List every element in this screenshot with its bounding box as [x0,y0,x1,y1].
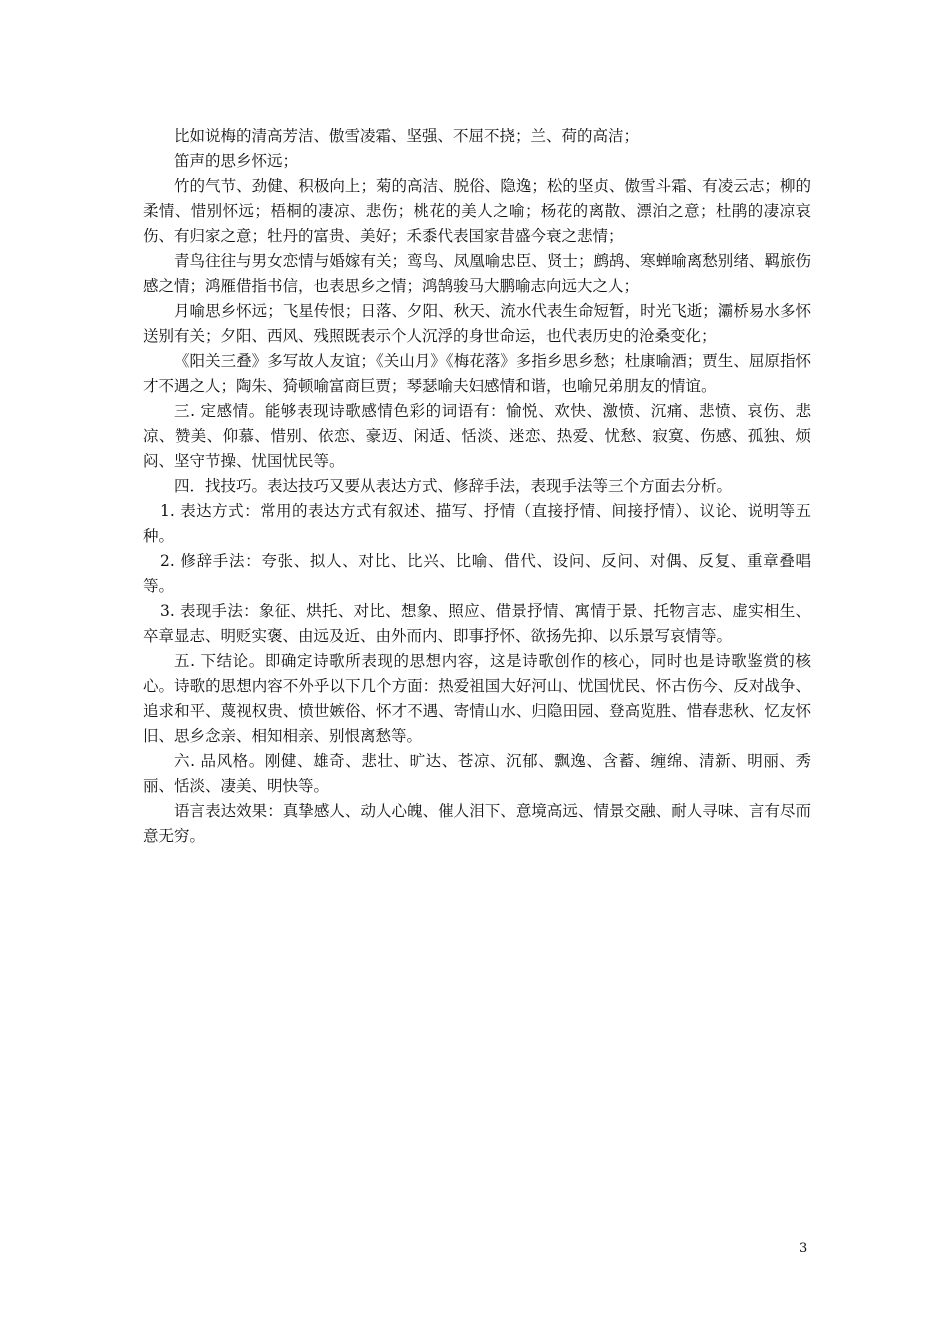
paragraph-moon-sunset: 月喻思乡怀远；飞星传恨；日落、夕阳、秋天、流水代表生命短暂，时光飞逝；灞桥易水多怀送别有关；夕阳、西风、残照既表示个人沉浮的身世命运，也代表历史的沧桑变化； [143,302,811,345]
paragraph-style: 六. 品风格。刚健、雄奇、悲壮、旷达、苍凉、沉郁、飘逸、含蓄、缠绵、清新、明丽、秀丽、恬淡、凄美、明快等。 [143,752,811,795]
paragraph-birds: 青鸟往往与男女恋情与婚嫁有关；鸾鸟、凤凰喻忠臣、贤士；鹧鸪、寒蝉喻离愁别绪、羁旅伤感之情；鸿雁借指书信，也表思乡之情；鸿鹄骏马大鹏喻志向远大之人； [143,252,811,295]
paragraph-techniques: 四．找技巧。表达技巧又要从表达方式、修辞手法，表现手法等三个方面去分析。 [174,477,733,495]
paragraph-flute: 笛声的思乡怀远； [174,152,299,170]
paragraph-language-effect: 语言表达效果：真挚感人、动人心魄、催人泪下、意境高远、情景交融、耐人寻味、言有尽而意无穷。 [143,802,811,845]
paragraph-emotions: 三. 定感情。能够表现诗歌感情色彩的词语有：愉悦、欢快、激愤、沉痛、悲愤、哀伤、悲凉、赞美、仰慕、惜别、依恋、豪迈、闲适、恬淡、迷恋、热爱、忧愁、寂寞、伤感、孤独、烦闷、坚守节操、忧国忧民等。 [143,402,811,470]
document-body [143,124,811,849]
paragraph-plum-orchid: 比如说梅的清高芳洁、傲雪凌霜、坚强、不屈不挠；兰、荷的高洁； [174,127,640,145]
paragraph-allusions: 《阳关三叠》多写故人友谊；《关山月》《梅花落》多指乡思乡愁；杜康喻酒；贾生、屈原指怀才不遇之人；陶朱、猗顿喻富商巨贾；琴瑟喻夫妇感情和谐，也喻兄弟朋友的情谊。 [143,352,811,395]
page-number: 3 [799,1241,808,1256]
list-item-rhetoric: 2. 修辞手法：夸张、拟人、对比、比兴、比喻、借代、设问、反问、对偶、反复、重章叠唱等。 [143,552,811,595]
list-item-presentation: 3. 表现手法：象征、烘托、对比、想象、照应、借景抒情、寓情于景、托物言志、虚实相生、卒章显志、明贬实褒、由远及近、由外而内、即事抒怀、欲扬先抑、以乐景写哀情等。 [143,602,811,645]
paragraph-plants: 竹的气节、劲健、积极向上；菊的高洁、脱俗、隐逸；松的坚贞、傲雪斗霜、有凌云志；柳的柔情、惜别怀远；梧桐的凄凉、悲伤；桃花的美人之喻；杨花的离散、漂泊之意；杜鹃的凄凉哀伤、有归家之意；牡丹的富贵、美好；禾黍代表国家昔盛今衰之悲情； [143,177,811,245]
paragraph-conclusion: 五. 下结论。即确定诗歌所表现的思想内容，这是诗歌创作的核心，同时也是诗歌鉴赏的核心。诗歌的思想内容不外乎以下几个方面：热爱祖国大好河山、忧国忧民、怀古伤今、反对战争、追求和平、蔑视权贵、愤世嫉俗、怀才不遇、寄情山水、归隐田园、登高览胜、惜春悲秋、忆友怀旧、思乡念亲、相知相亲、别恨离愁等。 [143,652,811,745]
list-item-expression: 1. 表达方式：常用的表达方式有叙述、描写、抒情（直接抒情、间接抒情）、议论、说明等五种。 [143,502,811,545]
